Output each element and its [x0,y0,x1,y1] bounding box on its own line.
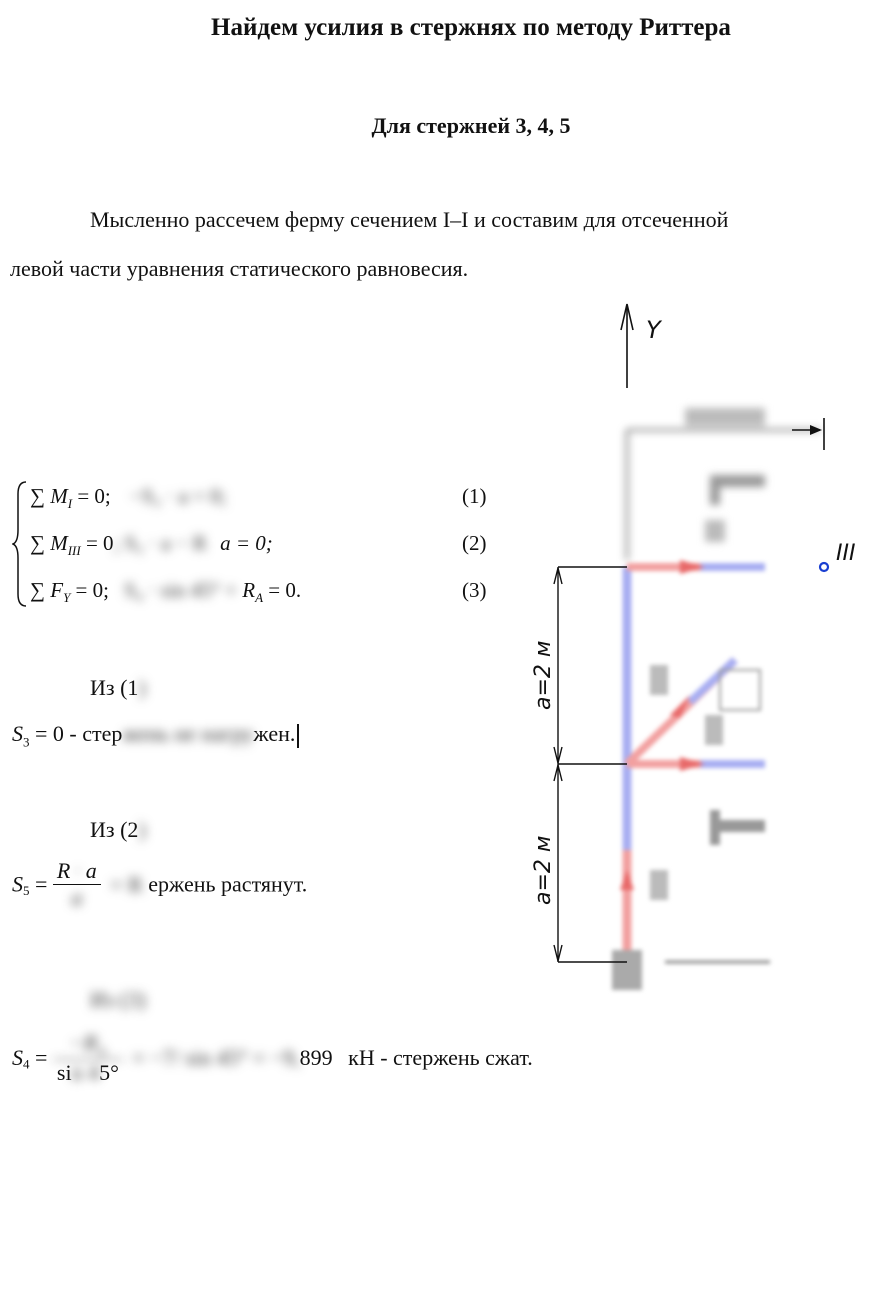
eq3-tail-sub: A [255,590,264,606]
y-axis-arrow [621,304,633,388]
section-label: III [836,541,856,566]
dimension-label-upper: a=2 м [531,640,556,710]
s3-eq: = 0 [29,721,64,746]
s3-blur: жень не нагру [122,721,254,746]
from-1-result [12,710,299,766]
equation-1 [30,484,226,512]
eq1-mid: = 0; [72,484,111,508]
s4-text: - стержень сжат. [374,1045,533,1071]
truss-section-diagram [530,290,875,1010]
s4-num-sub: A [97,1043,107,1059]
s4-blur-mid: = −7/ sin 45° = −9, [132,1045,300,1071]
from-3-blur: ) [138,987,146,1012]
from-1-blur: ) [138,675,146,700]
s4-fraction: $\frac{-R_A}{\sin 45^\circ}$ [53,1030,123,1086]
equation-3 [30,578,301,606]
eq-number-2: (2) [462,531,487,555]
dimension-lines [554,567,627,962]
from-2-text: Из (2 [90,817,139,842]
intro-line-2: левой части уравнения статического равновесия. [10,256,469,281]
top-dimension-arrow [792,418,824,450]
from-1-text: Из (1 [90,675,139,700]
eq1-blurred: −S₃ · a = 0; [130,484,227,508]
s4-den-tail: 5° [99,1060,119,1086]
eq-number-3: (3) [462,578,487,602]
eq3-tail-end: = 0. [263,578,302,602]
eq2-tail: a = 0; [220,531,273,555]
s5-symbol: S [12,871,23,897]
from-3-label [90,976,146,1024]
s4-num: −R [69,1030,98,1055]
eq3-blurred: S₄ · sin 45° + [124,578,237,602]
s5-num: R [56,858,71,883]
s3-symbol: S [12,721,23,746]
eq3-mid: = 0; [70,578,109,602]
eq2-blurred: ; S₅ · a − R [113,531,207,555]
from-1-label [90,664,146,712]
s5-num-tail: a [85,858,97,883]
s4-sub: 4 [23,1056,30,1072]
truss-members [612,560,770,990]
eq1-sub: I [67,496,73,512]
from-3-result: $S_4$ = $\frac{-R_A}{\sin 45^\circ}$ = −7/ sin 45° = −9,899 кН - стержень сжат. [12,1030,533,1086]
eq1-left: ∑ M [30,484,68,508]
from-2-label [90,806,146,854]
top-dimension-blurred [627,408,820,560]
s5-text: ержень растянут. [148,871,308,897]
page-title: Найдем усилия в стержнях по методу Риттера [211,14,731,41]
s5-sub: 5 [23,882,30,898]
s4-unit: кН [348,1045,375,1071]
system-brace [12,478,32,608]
eq-number-1: (1) [462,484,487,508]
s3-text-b: жен. [253,721,296,746]
dimension-label-lower: a=2 м [531,835,556,905]
text-cursor [297,724,299,748]
eq2-mid: = 0 [80,531,114,555]
s4-value: 899 [299,1045,333,1071]
from-2-result: $S_5$ = $\frac{R \cdot a}{a}$ = R ержень растянут. [12,858,308,910]
eq2-sub: III [67,543,81,559]
s5-den: a [71,885,83,910]
s3-sub: 3 [23,734,30,750]
from-2-blur: ) [138,817,146,842]
eq3-sub: Y [63,590,71,606]
y-axis-label: Y [646,316,661,344]
s5-blur-mid: = R [110,871,143,897]
s3-text-a: - стер [63,721,123,746]
eq2-left: ∑ M [30,531,68,555]
equation-2 [30,531,273,559]
from-3-text: Из (3 [90,987,139,1012]
section-node-dot [820,563,828,571]
s4-den: si [56,1060,72,1086]
eq3-tail-r: R [242,578,256,602]
eq3-left: ∑ F [30,578,64,602]
section-subtitle: Для стержней 3, 4, 5 [371,113,571,138]
s5-fraction: $\frac{R \cdot a}{a}$ [53,858,101,911]
intro-line-1: Мысленно рассечем ферму сечением I–I и составим для отсеченной [90,207,729,232]
s4-symbol: S [12,1045,23,1071]
